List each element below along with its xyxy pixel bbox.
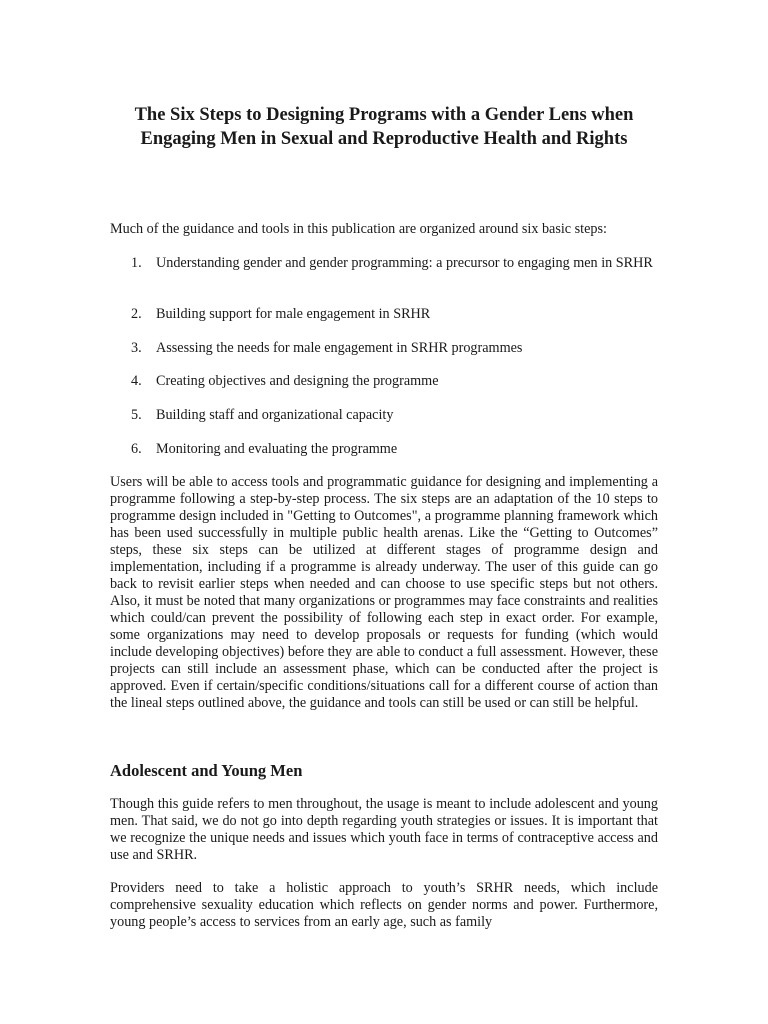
body-paragraph: Though this guide refers to men throughout, the usage is meant to include adolescent and young men. That said, we do not go into depth regarding youth strategies or issues. It is important that we recognize the unique needs and issues which youth face in terms of contraceptive access and use and SRHR. — [110, 796, 658, 863]
list-item-text: Assessing the needs for male engagement in SRHR programmes — [156, 340, 523, 356]
list-item-text: Monitoring and evaluating the programme — [156, 441, 398, 457]
body-paragraph: Providers need to take a holistic approach to youth’s SRHR needs, which include comprehensive sexuality education which reflects on gender norms and power. Furthermore, young people’s access to services from an early age, such as family — [110, 880, 658, 930]
list-item-number: 1. — [131, 255, 142, 271]
document-title: The Six Steps to Designing Programs with a Gender Lens when Engaging Men in Sexual and Reproductive Health and Rights — [134, 105, 634, 149]
intro-paragraph: Much of the guidance and tools in this publication are organized around six basic steps: — [110, 221, 607, 237]
list-item-text: Understanding gender and gender programming: a precursor to engaging men in SRHR — [156, 255, 653, 271]
section-heading: Adolescent and Young Men — [110, 761, 303, 780]
list-item-number: 4. — [131, 373, 142, 389]
list-item-number: 5. — [131, 407, 142, 423]
list-item-text: Building staff and organizational capacity — [156, 407, 394, 423]
list-item-text: Creating objectives and designing the programme — [156, 373, 439, 389]
list-item-number: 3. — [131, 340, 142, 356]
list-item-number: 6. — [131, 441, 142, 457]
body-paragraph: Users will be able to access tools and programmatic guidance for designing and implementing a programme following a step-by-step process. The six steps are an adaptation of the 10 steps to programme design included in "Getting to Outcomes", a programme planning framework which has been used successfully in multiple public health arenas. Like the “Getting to Outcomes” steps, these six steps can be utilized at different stages of programme design and implementation, including if a programme is already underway. The user of this guide can go back to revisit earlier steps when needed and can choose to use specific steps but not others. Also, it must be noted that many organizations or programmes may face constraints and realities which could/can prevent the possibility of following each step in exact order. For example, some organizations may need to develop proposals or requests for funding (which would include developing objectives) before they are able to conduct a full assessment. However, these projects can still include an assessment phase, which can be conducted after the project is approved. Even if certain/specific conditions/situations call for a different course of action than the lineal steps outlined above, the guidance and tools can still be used or can still be helpful. — [110, 474, 658, 711]
list-item-number: 2. — [131, 306, 142, 322]
list-item-text: Building support for male engagement in SRHR — [156, 306, 431, 322]
